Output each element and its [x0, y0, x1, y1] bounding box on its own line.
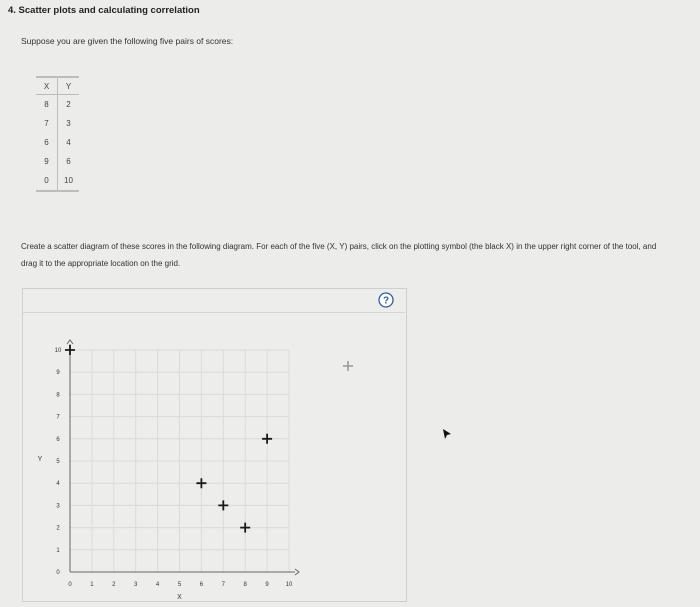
y-tick-label: 0: [56, 570, 60, 576]
y-tick-label: 5: [56, 459, 60, 465]
cell-y: 2: [66, 100, 71, 109]
x-axis-label: X: [177, 594, 182, 601]
data-point-marker[interactable]: [196, 478, 206, 488]
page-title: 4. Scatter plots and calculating correlation: [8, 5, 200, 16]
y-tick-label: 1: [56, 547, 60, 554]
x-tick-label: 10: [285, 582, 293, 588]
y-tick-label: 10: [54, 348, 62, 354]
data-point-marker[interactable]: [65, 345, 75, 355]
help-icon-label: ?: [382, 295, 390, 307]
x-tick-label: 9: [265, 582, 269, 588]
y-tick-label: 8: [56, 392, 60, 399]
cell-y: 3: [66, 119, 71, 128]
cell-y: 6: [66, 157, 71, 166]
y-tick-label: 7: [56, 414, 60, 421]
x-tick-label: 2: [112, 582, 116, 588]
cell-x: 9: [36, 152, 58, 171]
x-tick-label: 4: [155, 582, 160, 588]
plotting-symbol-palette[interactable]: [342, 360, 354, 372]
cell-y: 10: [58, 171, 80, 191]
x-tick-label: 6: [199, 582, 204, 588]
y-tick-label: 2: [56, 525, 60, 532]
data-point-marker[interactable]: [262, 434, 272, 444]
mouse-cursor-icon: [441, 428, 453, 440]
cell-x: 7: [36, 114, 58, 133]
axes: [67, 340, 299, 575]
intro-text: Suppose you are given the following five pairs of scores:: [21, 36, 234, 46]
x-tick-label: 3: [134, 582, 138, 588]
cell-x: 0: [36, 171, 58, 191]
y-tick-label: 6: [56, 436, 60, 443]
y-tick-label: 3: [56, 503, 60, 510]
cell-x: 6: [36, 133, 58, 152]
y-tick-label: 4: [56, 481, 60, 488]
tick-labels: [55, 348, 293, 588]
x-tick-label: 1: [90, 582, 94, 588]
y-axis-label: Y: [37, 456, 43, 463]
data-point-marker[interactable]: [240, 523, 250, 533]
x-tick-label: 8: [243, 582, 247, 588]
x-tick-label: 5: [177, 582, 182, 588]
grid-lines: [70, 350, 289, 572]
x-tick-label: 0: [68, 582, 72, 588]
instruction-text: Create a scatter diagram of these scores in the following diagram. For each of the five (X, Y) pairs, click on the plotting symbol (the black X) in the upper right corner of the tool, and drag it to the appropriate location on the grid.: [21, 242, 657, 268]
y-axis-arrow-icon: [67, 340, 73, 344]
cell-x: 8: [36, 95, 58, 115]
column-header-x: X: [36, 77, 58, 95]
data-point-marker[interactable]: [218, 500, 228, 510]
x-tick-label: 7: [221, 582, 225, 588]
y-tick-label: 9: [56, 370, 60, 377]
palette-plus-icon: [343, 361, 353, 371]
cursor-arrow-icon: [443, 429, 451, 439]
x-axis-arrow-icon: [295, 569, 299, 575]
cell-y: 4: [66, 138, 71, 147]
column-header-y: Y: [58, 77, 80, 95]
